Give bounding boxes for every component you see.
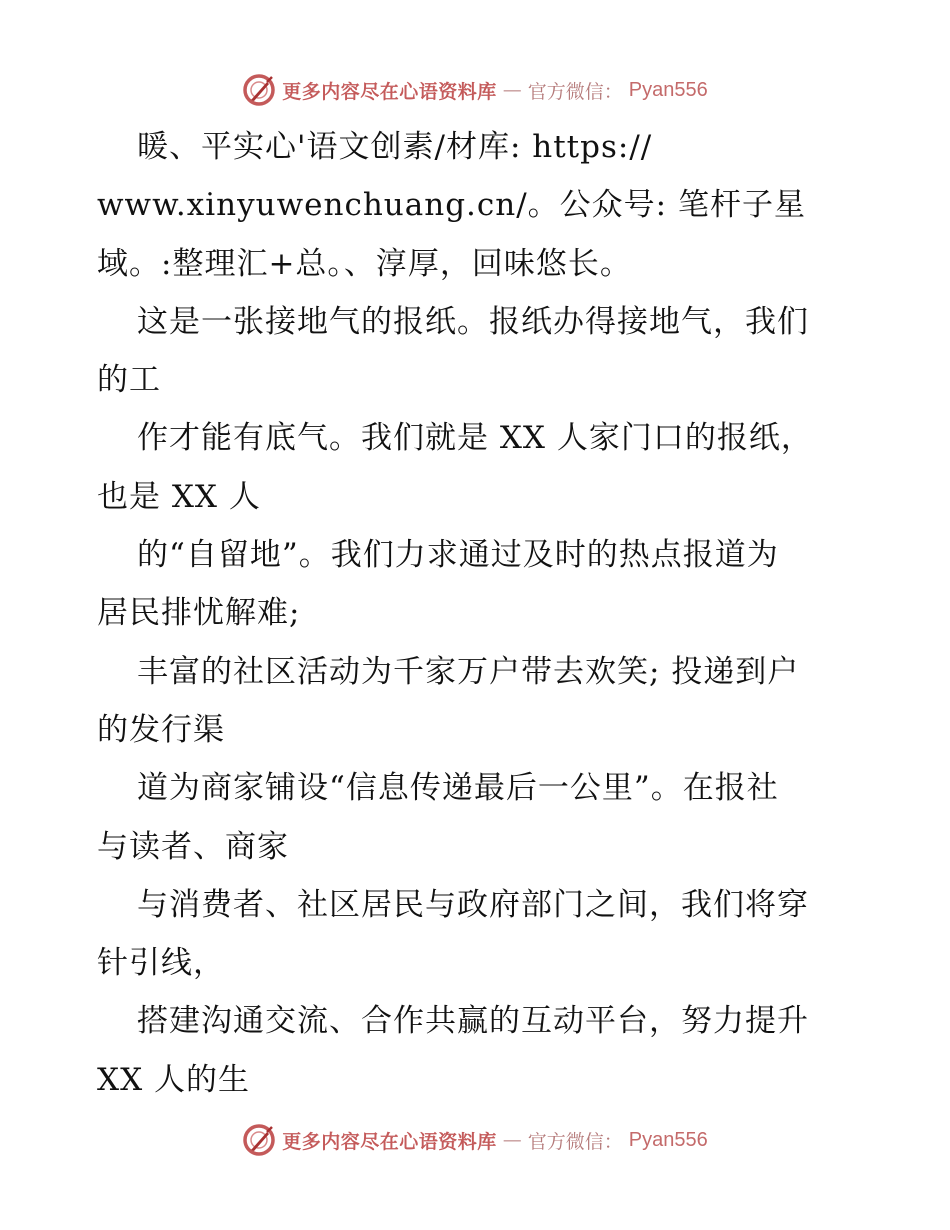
banner-wechat-id: Pyan556 <box>628 1128 708 1151</box>
text-line: 针引线， <box>97 945 225 982</box>
banner-main-text: 更多内容尽在心语资料库 <box>282 80 497 103</box>
text-line: 暖、平实心'语文创素/材库: https:// <box>137 129 653 165</box>
banner-wechat-label: 官方微信： <box>527 1130 623 1153</box>
text-line: 也是 XX 人 <box>97 478 261 515</box>
footer-watermark-banner <box>0 1120 950 1160</box>
text-line: 这是一张接地气的报纸。报纸办得接地气，我们 <box>137 303 809 340</box>
text-line: 的发行渠 <box>97 711 225 748</box>
header-watermark-banner <box>0 70 950 110</box>
text-line: 与读者、商家 <box>97 828 289 865</box>
banner-separator: — <box>502 1129 522 1151</box>
text-line: 的“自留地”。我们力求通过及时的热点报道为 <box>137 537 779 574</box>
text-line: 与消费者、社区居民与政府部门之间，我们将穿 <box>137 886 809 923</box>
quill-pen-circle-icon <box>242 1123 276 1157</box>
banner-main-text: 更多内容尽在心语资料库 <box>282 1130 497 1153</box>
banner-wechat-label: 官方微信： <box>527 80 623 103</box>
text-line: 的工 <box>97 362 161 399</box>
banner-wechat-id: Pyan556 <box>628 78 708 101</box>
text-line: 域。:整理汇+总。、淳厚，回味悠长。 <box>97 245 632 282</box>
header-banner-inner <box>242 73 708 107</box>
text-line: 道为商家铺设“信息传递最后一公里”。在报社 <box>137 770 779 807</box>
text-line: 丰富的社区活动为千家万户带去欢笑; 投递到户 <box>137 653 800 690</box>
text-line: www.xinyuwenchuang.cn/。公众号: 笔杆子星 <box>97 187 806 224</box>
text-line: 居民排忧解难; <box>97 595 301 632</box>
banner-separator: — <box>502 79 522 101</box>
footer-banner-inner <box>242 1123 708 1157</box>
text-line: 搭建沟通交流、合作共赢的互动平台，努力提升 <box>137 1003 809 1040</box>
text-line: XX 人的生 <box>97 1061 250 1098</box>
quill-pen-circle-icon <box>242 73 276 107</box>
document-body <box>97 118 857 1109</box>
text-line: 作才能有底气。我们就是 XX 人家门口的报纸， <box>137 420 813 457</box>
